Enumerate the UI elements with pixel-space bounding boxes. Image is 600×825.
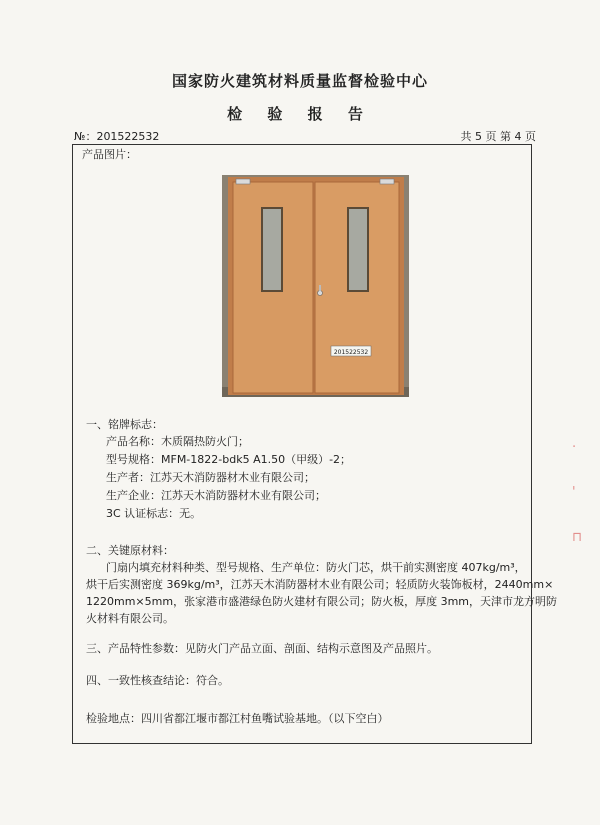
product-photo xyxy=(222,175,409,397)
photo-label: 产品图片： xyxy=(82,148,137,161)
nameplate-product-name: 产品名称：木质隔热防火门； xyxy=(106,435,249,448)
materials-line-4: 火材料有限公司。 xyxy=(86,612,174,625)
materials-heading: 二、关键原材料： xyxy=(86,544,174,557)
door-handle-icon xyxy=(318,291,323,296)
characteristics: 三、产品特性参数：见防火门产品立面、剖面、结构示意图及产品照片。 xyxy=(86,642,438,655)
page-info: 共 5 页 第 4 页 xyxy=(460,130,536,143)
seal-stamp-fragment: ‧ ' ⊓ xyxy=(572,440,583,545)
report-title: 检 验 报 告 xyxy=(227,105,373,123)
door-window-right xyxy=(348,208,368,291)
materials-line-2: 烘干后实测密度 369kg/m³，江苏天木消防器材木业有限公司；轻质防火装饰板材，2440mm× xyxy=(86,578,554,591)
conclusion: 四、一致性核查结论：符合。 xyxy=(86,674,229,687)
materials-line-1: 门扇内填充材料种类、型号规格、生产单位：防火门芯，烘干前实测密度 407kg/m³， xyxy=(106,561,526,574)
nameplate-heading: 一、铭牌标志： xyxy=(86,418,163,431)
organization-title: 国家防火建筑材料质量监督检验中心 xyxy=(171,72,428,90)
door-tag-text: 201522532 xyxy=(333,349,369,356)
materials-line-3: 1220mm×5mm，张家港市盛港绿色防火建材有限公司；防火板，厚度 3mm，天津市龙方明防 xyxy=(86,595,557,608)
nameplate-3c-mark: 3C 认证标志：无。 xyxy=(106,507,202,520)
report-number: №：201522532 xyxy=(74,130,160,143)
nameplate-model: 型号规格：MFM-1822-bdk5 A1.50（甲级）-2； xyxy=(106,453,352,466)
nameplate-manufacturer: 生产企业：江苏天木消防器材木业有限公司； xyxy=(106,489,326,502)
nameplate-producer: 生产者：江苏天木消防器材木业有限公司； xyxy=(106,471,315,484)
door-closer-left xyxy=(236,179,250,184)
door-window-left xyxy=(262,208,282,291)
inspection-location: 检验地点：四川省都江堰市都江村鱼嘴试验基地。（以下空白） xyxy=(86,712,389,725)
door-closer-right xyxy=(380,179,394,184)
fire-door-image xyxy=(222,175,409,397)
